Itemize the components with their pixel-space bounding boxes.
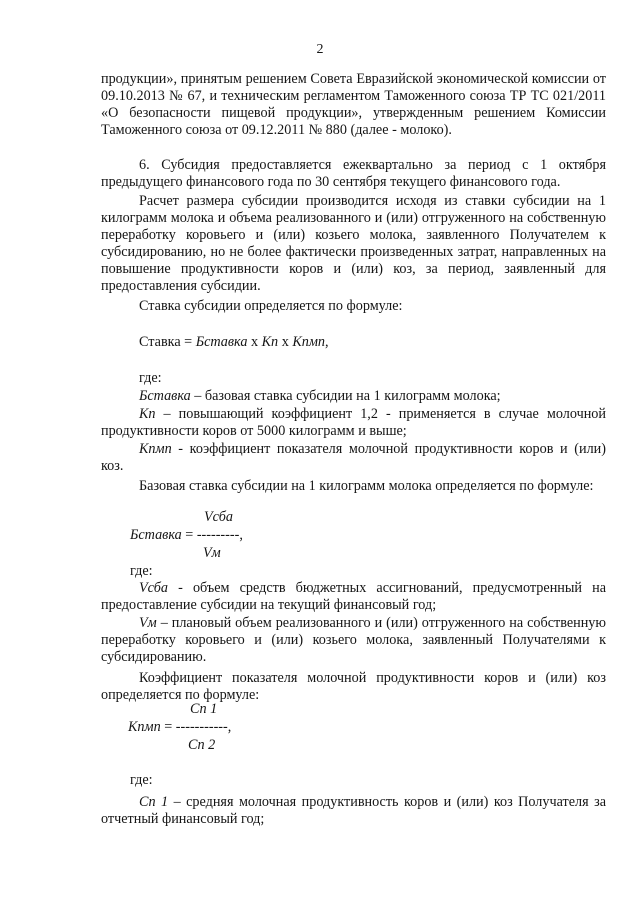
formula-base-numerator xyxy=(204,509,233,526)
formula-times-1: х xyxy=(247,334,262,350)
formula-coef-num-text: Сп 1 xyxy=(190,701,218,717)
definition-text: - объем средств бюджетных ассигнований, предусмотренный на предоставление субсидии на текущий финансовый год; xyxy=(101,580,606,613)
formula-base-rate xyxy=(130,527,243,544)
formula-rate-end: , xyxy=(325,334,329,350)
formula-coef-denominator xyxy=(188,737,215,754)
formula-base-eq: = ---------, xyxy=(181,527,243,543)
paragraph-coefficient-intro: Коэффициент показателя молочной продуктивности коров и (или) коз определяется по формуле: xyxy=(101,670,606,703)
formula-rate-term-kp: Кп xyxy=(261,334,279,350)
definition-text: – средняя молочная продуктивность коров и (или) коз Получателя за отчетный финансовый год; xyxy=(101,794,606,827)
definition-text: – повышающий коэффициент 1,2 - применяется в случае молочной продуктивности коров от 5000 килограмм и выше; xyxy=(101,406,606,439)
formula-coef-eq: = -----------, xyxy=(160,719,232,735)
formula-base-lhs: Бставка xyxy=(130,527,182,543)
where-label-1: где: xyxy=(139,370,162,386)
formula-rate-term-kpmp: Кпмп xyxy=(292,334,325,350)
formula-rate-term-base: Бставка xyxy=(195,334,248,350)
formula-base-denominator xyxy=(203,545,221,562)
definition-vsba xyxy=(101,580,606,614)
where-label-2: где: xyxy=(130,563,153,579)
definition-text: – плановый объем реализованного и (или) отгруженного на собственную переработку коровьего и (или) козьего молока, заявленный Получателями к субсидированию. xyxy=(101,615,606,665)
definition-symbol: Бставка xyxy=(139,388,191,404)
definition-sp1 xyxy=(101,794,606,828)
paragraph-calculation: Расчет размера субсидии производится исходя из ставки субсидии на 1 килограмм молока и объема реализованного и (или) отгруженного на собственную переработку коровьего и (или) козьего молока, заявленного Получателем к субсидированию, но не более фактически произведенных затрат, направленных на повышение продуктивности коров и (или) коз, за период, заявленный для предоставления субсидии. xyxy=(101,193,606,294)
formula-rate-lhs: Ставка = xyxy=(139,334,196,350)
definition-text: – базовая ставка субсидии на 1 килограмм молока; xyxy=(190,388,501,404)
formula-coef-lhs: Кпмп xyxy=(128,719,161,735)
definition-symbol: Vм xyxy=(139,615,157,631)
paragraph-rate-formula-intro: Ставка субсидии определяется по формуле: xyxy=(139,298,403,314)
definition-kp xyxy=(101,406,606,440)
definition-symbol: Кп xyxy=(139,406,156,422)
formula-rate xyxy=(139,334,329,351)
definition-base-rate xyxy=(101,388,606,405)
definition-symbol: Vсба xyxy=(139,580,169,596)
paragraph-base-rate-intro: Базовая ставка субсидии на 1 килограмм молока определяется по формуле: xyxy=(139,478,594,494)
formula-base-num-text: Vсба xyxy=(204,509,234,525)
formula-times-2: х xyxy=(278,334,293,350)
formula-coefficient xyxy=(128,719,231,736)
definition-symbol: Сп 1 xyxy=(139,794,169,810)
definition-kpmp xyxy=(101,441,606,475)
definition-text: - коэффициент показателя молочной продуктивности коров и (или) коз. xyxy=(101,441,606,474)
definition-symbol: Кпмп xyxy=(139,441,172,457)
paragraph-6: 6. Субсидия предоставляется ежеквартально за период с 1 октября предыдущего финансового года по 30 сентября текущего финансового года. xyxy=(101,157,606,190)
formula-coef-den-text: Сп 2 xyxy=(188,737,216,753)
formula-base-den-text: Vм xyxy=(203,545,221,561)
definition-vm xyxy=(101,615,606,666)
where-label-3: где: xyxy=(130,772,153,788)
formula-coef-numerator xyxy=(190,701,217,718)
page-number: 2 xyxy=(316,42,324,57)
paragraph-continuation: продукции», принятым решением Совета Евразийской экономической комиссии от 09.10.2013 № 67, и техническим регламентом Таможенного союза ТР ТС 021/2011 «О безопасности пищевой продукции», утвержденным решением Комиссии Таможенного союза от 09.12.2011 № 880 (далее - молоко). xyxy=(101,71,606,138)
